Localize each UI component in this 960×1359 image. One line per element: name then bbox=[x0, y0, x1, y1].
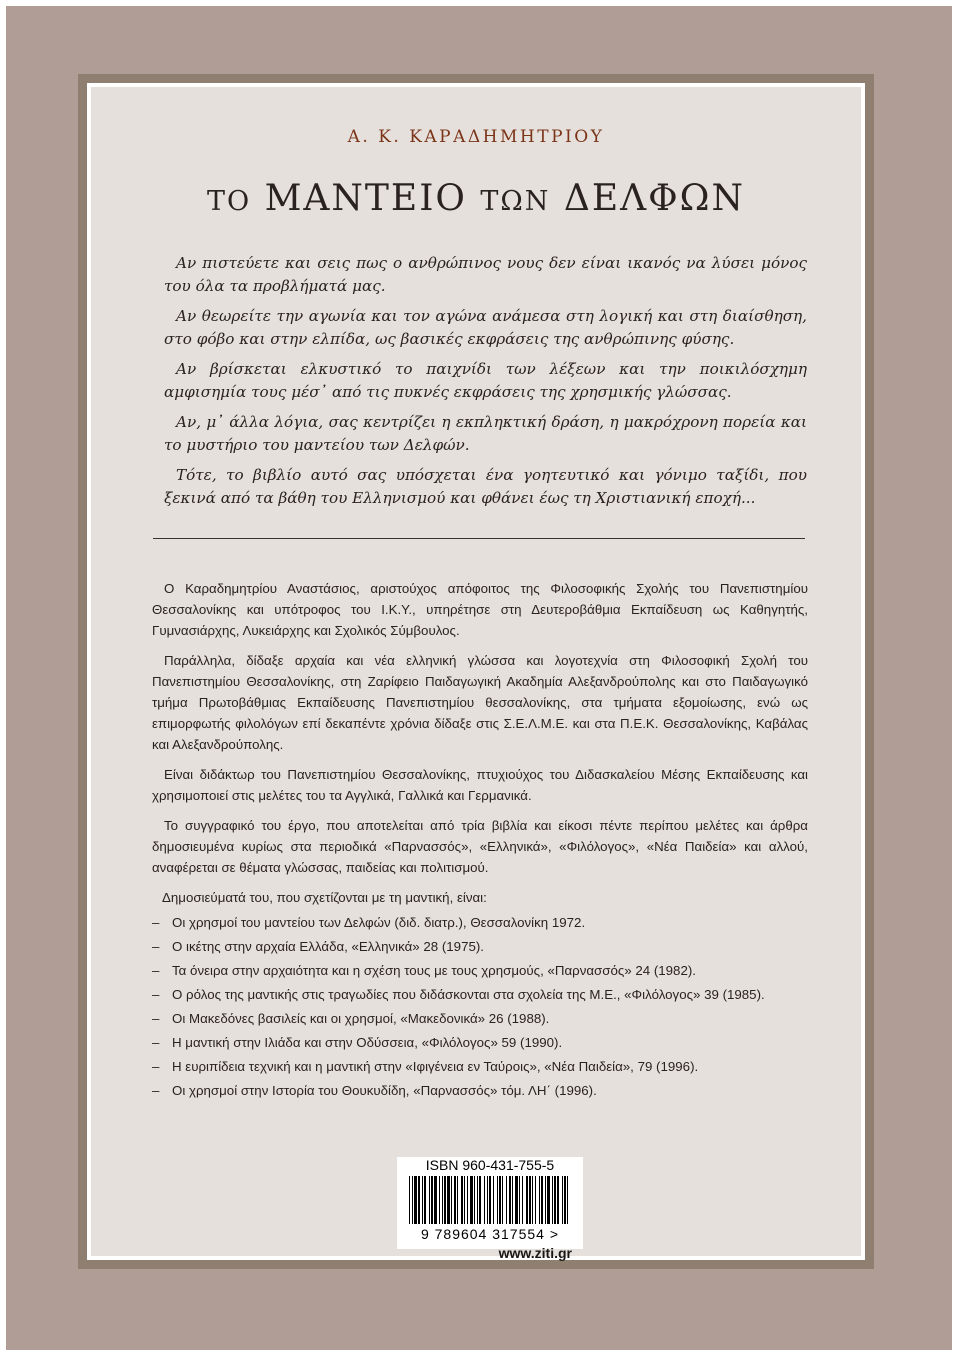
publication-text: Ο ικέτης στην αρχαία Ελλάδα, «Ελληνικά» 28 (1975). bbox=[172, 939, 484, 954]
list-item bbox=[152, 1032, 808, 1053]
list-dash: – bbox=[152, 1011, 160, 1026]
author-name: Α. Κ. ΚΑΡΑΔΗΜΗΤΡΙΟΥ bbox=[347, 127, 605, 147]
list-dash: – bbox=[152, 1059, 160, 1074]
publication-text: Οι Μακεδόνες βασιλείς και οι χρησμοί, «Μακεδονικά» 26 (1988). bbox=[172, 1011, 550, 1026]
publication-text: Ο ρόλος της μαντικής στις τραγωδίες που διδάσκονται στα σχολεία της Μ.Ε., «Φιλόλογος» 39 (1985). bbox=[172, 987, 765, 1002]
bio-paragraph: Παράλληλα, δίδαξε αρχαία και νέα ελληνική γλώσσα και λογοτεχνία στη Φιλοσοφική Σχολή του Πανεπιστημίου Θεσσαλονίκης, στη Ζαρίφειο Παιδαγωγική Ακαδημία Αλεξανδρούπολης και στο Παιδαγωγικό τμήμα Πρωτοβάθμιας Εκπαίδευσης Πανεπιστημίου θεσσαλονίκης, στα τμήματα εξομοίωσης, ενώ ως επιμορφωτής φιλολόγων επί δεκαπέντε χρόνια δίδαξε στις Σ.Ε.Λ.Μ.Ε. και στα Π.Ε.Κ. Θεσσαλονίκης, Καβάλας και Αλεξανδρούπολης. bbox=[152, 653, 808, 752]
list-item bbox=[152, 1056, 808, 1077]
list-dash: – bbox=[152, 939, 160, 954]
publication-text: Η ευριπίδεια τεχνική και η μαντική στην «Ιφιγένεια εν Ταύροις», «Νέα Παιδεία», 79 (1996). bbox=[172, 1059, 699, 1074]
publications-heading: Δημοσιεύματά του, που σχετίζονται με τη μαντική, είναι: bbox=[162, 890, 487, 905]
bio-paragraph: Το συγγραφικό του έργο, που αποτελείται από τρία βιβλία και είκοσι πέντε περίπου μελέτες και άρθρα δημοσιευμένα κυρίως στα περιοδικά «Παρνασσός», «Ελληνικά», «Φιλόλογος», «Νέα Παιδεία» και αλλού, αναφέρεται σε θέματα γλώσσας, παιδείας και πολιτισμού. bbox=[152, 818, 808, 875]
list-item bbox=[152, 1008, 808, 1029]
intro-text bbox=[164, 252, 807, 517]
list-item bbox=[152, 912, 808, 933]
intro-paragraph: Τότε, το βιβλίο αυτό σας υπόσχεται ένα γοητευτικό και γόνιμο ταξίδι, που ξεκινά από τα βάθη του Ελληνισμού και φθάνει έως τη Χριστιανική εποχή... bbox=[164, 466, 807, 507]
title-word-ton: ΤΩΝ bbox=[480, 186, 551, 217]
book-title bbox=[91, 178, 861, 219]
list-item bbox=[152, 936, 808, 957]
section-divider bbox=[153, 538, 805, 539]
intro-paragraph: Αν θεωρείτε την αγωνία και τον αγώνα ανάμεσα στη λογική και στη διαίσθηση, στο φόβο και στην ελπίδα, ως βασικές εκφράσεις της ανθρώπινης φύσης. bbox=[164, 307, 807, 348]
intro-paragraph: Αν πιστεύετε και σεις πως ο ανθρώπινος νους δεν είναι ικανός να λύσει μόνος του όλα τα προβλήματά μας. bbox=[164, 254, 807, 295]
list-item bbox=[152, 984, 808, 1005]
author-biography bbox=[152, 578, 808, 1104]
publication-text: Οι χρησμοί στην Ιστορία του Θουκυδίδη, «Παρνασσός» τόμ. ΛΗ΄ (1996). bbox=[172, 1083, 597, 1098]
list-item bbox=[152, 960, 808, 981]
intro-paragraph: Αν, μ᾽ άλλα λόγια, σας κεντρίζει η εκπληκτική δράση, η μακρόχρονη πορεία και το μυστήριο του μαντείου των Δελφών. bbox=[164, 413, 807, 454]
list-item bbox=[152, 1080, 808, 1101]
publication-text: Οι χρησμοί του μαντείου των Δελφών (διδ. διατρ.), Θεσσαλονίκη 1972. bbox=[172, 915, 586, 930]
barcode-number: 9 789604 317554 > bbox=[420, 1226, 560, 1242]
list-dash: – bbox=[152, 1083, 160, 1098]
title-word-manteio: ΜΑΝΤΕΙΟ bbox=[264, 178, 467, 219]
list-dash: – bbox=[152, 963, 160, 978]
publisher-website: www.ziti.gr bbox=[498, 1245, 572, 1261]
publication-text: Τα όνειρα στην αρχαιότητα και η σχέση τους με τους χρησμούς, «Παρνασσός» 24 (1982). bbox=[172, 963, 696, 978]
list-dash: – bbox=[152, 1035, 160, 1050]
list-dash: – bbox=[152, 915, 160, 930]
barcode-icon bbox=[405, 1176, 575, 1228]
bio-paragraph: Είναι διδάκτωρ του Πανεπιστημίου Θεσσαλονίκης, πτυχιούχος του Διδασκαλείου Μέσης Εκπαίδευσης και χρησιμοποιεί στις μελέτες του τα Αγγλικά, Γαλλικά και Γερμανικά. bbox=[152, 767, 808, 803]
publication-text: Η μαντική στην Ιλιάδα και στην Οδύσσεια, «Φιλόλογος» 59 (1990). bbox=[172, 1035, 563, 1050]
isbn-label: ISBN 960-431-755-5 bbox=[425, 1157, 555, 1173]
title-word-to: ΤΟ bbox=[206, 186, 252, 217]
publications-list bbox=[152, 912, 808, 1101]
list-dash: – bbox=[152, 987, 160, 1002]
title-word-delfon: ΔΕΛΦΩΝ bbox=[563, 178, 746, 219]
intro-paragraph: Αν βρίσκεται ελκυστικό το παιχνίδι των λέξεων και την ποικιλόσχημη αμφισημία τους μέσ᾽ από τις πυκνές εκφράσεις της χρησμικής γλώσσας. bbox=[164, 360, 807, 401]
bio-paragraph: Ο Καραδημητρίου Αναστάσιος, αριστούχος απόφοιτος της Φιλοσοφικής Σχολής του Πανεπιστημίου Θεσσαλονίκης και υπότροφος του Ι.Κ.Υ., υπηρέτησε στη Δευτεροβάθμια Εκπαίδευση ως Καθηγητής, Γυμνασιάρχης, Λυκειάρχης και Σχολικός Σύμβουλος. bbox=[152, 581, 808, 638]
